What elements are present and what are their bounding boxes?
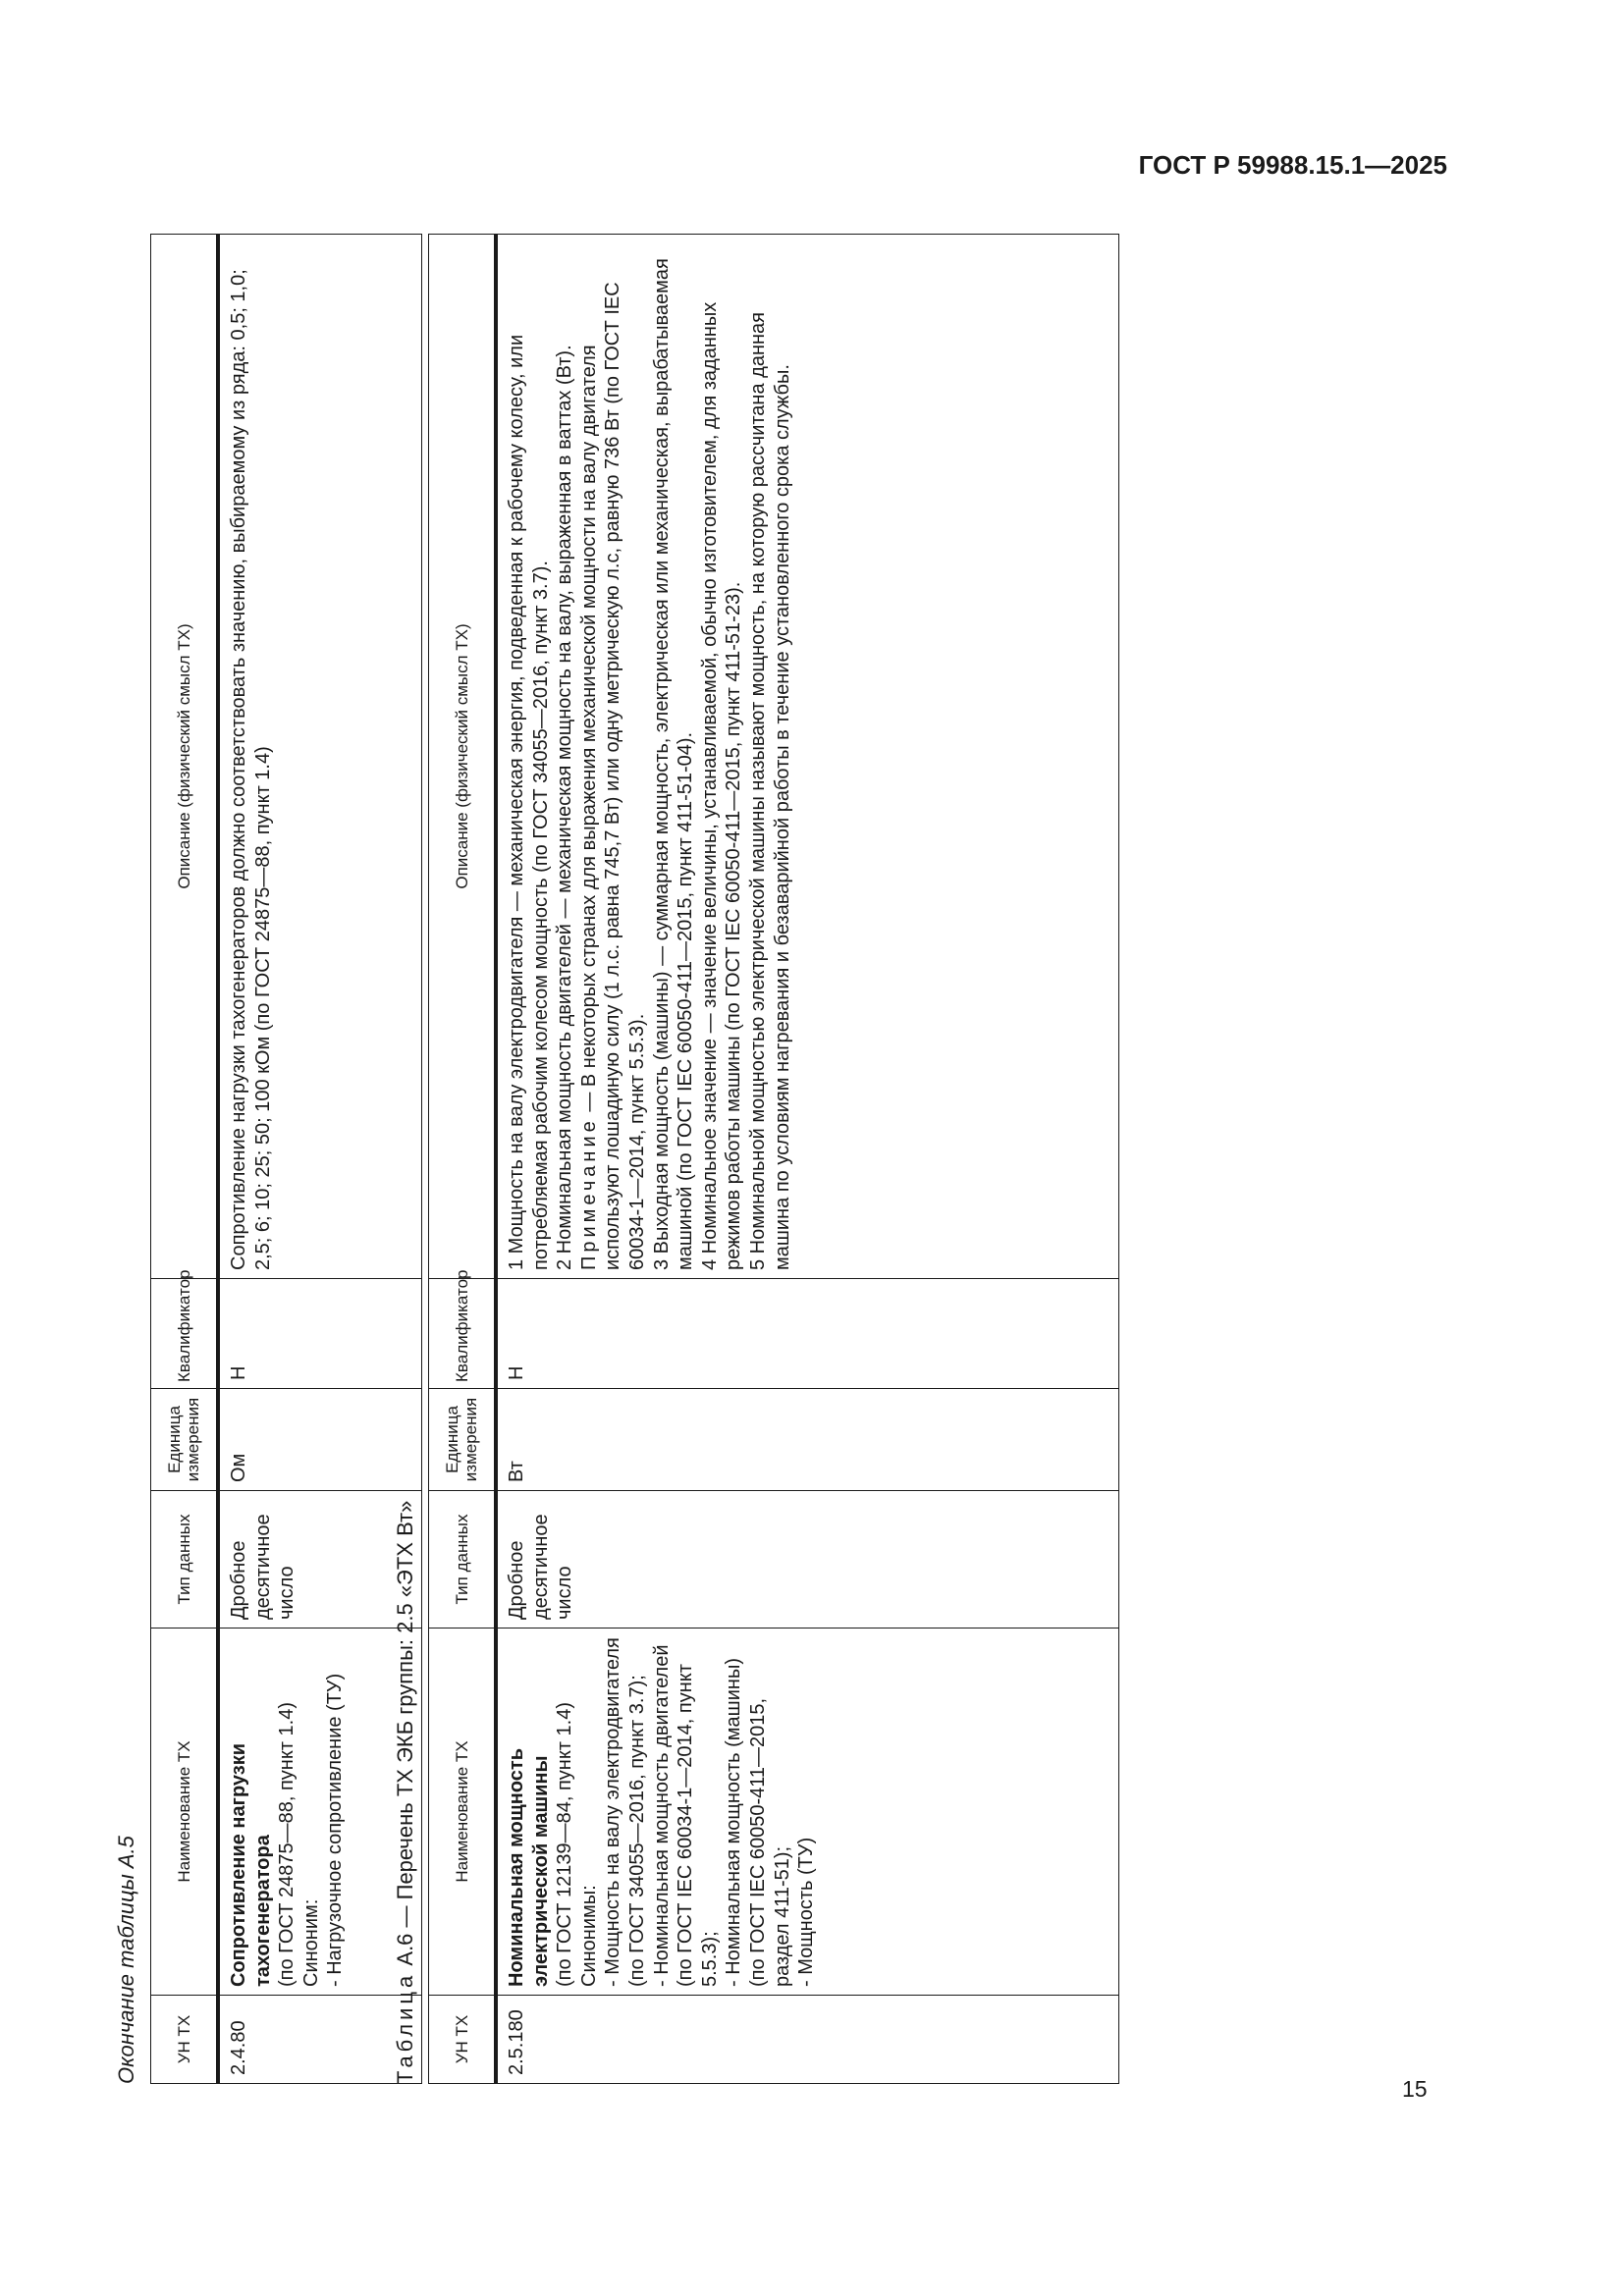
cell-data-type: Дробное десятичное число [496, 1491, 1119, 1629]
desc-paragraph-2: 2 Номинальная мощность двигателей — механическая мощность на валу, выраженная в ваттах (Вт). [554, 345, 576, 1270]
header-qualifier: Квалификатор [429, 1279, 497, 1389]
tx-name-line: (по ГОСТ 12139—84, пункт 1.4) [554, 1702, 576, 1987]
header-description: Описание (физический смысл ТХ) [429, 235, 497, 1279]
cell-unit: Ом [218, 1389, 422, 1491]
tx-name-bold: Сопротивление нагрузки тахогенератора [228, 1742, 274, 1987]
header-name: Наименование ТХ [429, 1629, 497, 1996]
table-a6 [428, 234, 1119, 2084]
desc-paragraph-5: 5 Номинальной мощностью электрической машины называют мощность, на которую рассчитана данная машина по условиям нагревания и безаварийной работы в течение установленного срока службы. [746, 312, 793, 1270]
cell-id: 2.5.180 [496, 1996, 1119, 2084]
cell-description [496, 235, 1119, 1279]
header-unit: Единица измерения [151, 1389, 219, 1491]
cell-data-type: Дробное десятичное число [218, 1491, 422, 1629]
page-number: 15 [1402, 2076, 1428, 2102]
cell-unit: Вт [496, 1389, 1119, 1491]
header-qualifier: Квалификатор [151, 1279, 219, 1389]
cell-id: 2.4.80 [218, 1996, 422, 2084]
table-row [496, 235, 1119, 2084]
tx-name-line: Синонимы: [577, 1885, 600, 1987]
tx-name-line: Синоним: [299, 1898, 322, 1987]
desc-paragraph-1: 1 Мощность на валу электродвигателя — механическая энергия, подведенная к рабочему колесу, или потребляемая рабочим колесом мощность (по ГОСТ 34055—2016, пункт 3.7). [506, 334, 552, 1270]
table-a5-continuation-caption: Окончание таблицы А.5 [114, 1836, 138, 2084]
tx-name-line: - Нагрузочное сопротивление (ТУ) [324, 1673, 347, 1987]
desc-paragraph-4: 4 Номинальное значение — значение величины, устанавливаемой, обычно изготовителем, для заданных режимов работы машины (по ГОСТ IEC 60050-411—2015, пункт 411-51-23). [698, 301, 745, 1270]
tx-name-line: - Номинальная мощность двигателей (по ГОСТ IEC 60034-1—2014, пункт 5.5.3); [650, 1644, 721, 1987]
table-header-row [151, 235, 219, 2084]
caption-text: А.6 — Перечень ТХ ЭКБ группы: 2.5 «ЭТХ Вт» [393, 1500, 417, 1966]
desc-paragraph-3: 3 Выходная мощность (машины) — суммарная мощность, электрическая или механическая, вырабатываемая машиной (по ГОСТ IEC 60050-411—2015, пункт 411-51-04). [650, 258, 697, 1270]
table-header-row [429, 235, 497, 2084]
tx-name-line: - Мощность на валу электродвигателя (по ГОСТ 34055—2016, пункт 3.7); [602, 1637, 648, 1987]
cell-qualifier: Н [218, 1279, 422, 1389]
note-word: Примечание [577, 1117, 600, 1270]
header-id: УН ТХ [151, 1996, 219, 2084]
header-type: Тип данных [151, 1491, 219, 1629]
table-row [218, 235, 422, 2084]
caption-word: Таблица [393, 1971, 417, 2084]
cell-name [218, 1629, 422, 1996]
header-description: Описание (физический смысл ТХ) [151, 235, 219, 1279]
tx-name-line: - Мощность (ТУ) [795, 1837, 818, 1987]
tx-name-line: - Номинальная мощность (машины) (по ГОСТ IEC 60050-411—2015, раздел 411-51); [723, 1658, 793, 1987]
note-text: — В некоторых странах для выражения механической мощности на валу двигателя используют лошадиную силу (1 л.с. равна 745,7 Вт) или одну метрическую л.с, равную 736 Вт (по ГОСТ IEC 60034-1—2014, пункт 5.5.3). [577, 282, 648, 1270]
table-a5 [150, 234, 422, 2084]
header-unit: Единица измерения [429, 1389, 497, 1491]
document-code: ГОСТ Р 59988.15.1—2025 [1138, 150, 1447, 180]
cell-name [496, 1629, 1119, 1996]
cell-description: Сопротивление нагрузки тахогенераторов должно соответствовать значению, выбираемому из ряда: 0,5; 1,0; 2,5; 6; 10; 25; 50; 100 кОм (по ГОСТ 24875—88, пункт 1.4) [218, 235, 422, 1279]
desc-note [577, 242, 650, 1270]
tx-name-bold: Номинальная мощность электрической машины [506, 1748, 552, 1987]
cell-qualifier: Н [496, 1279, 1119, 1389]
header-name: Наименование ТХ [151, 1629, 219, 1996]
header-type: Тип данных [429, 1491, 497, 1629]
tx-name-line: (по ГОСТ 24875—88, пункт 1.4) [276, 1702, 298, 1987]
table-a6-caption [393, 1501, 418, 2084]
header-id: УН ТХ [429, 1996, 497, 2084]
